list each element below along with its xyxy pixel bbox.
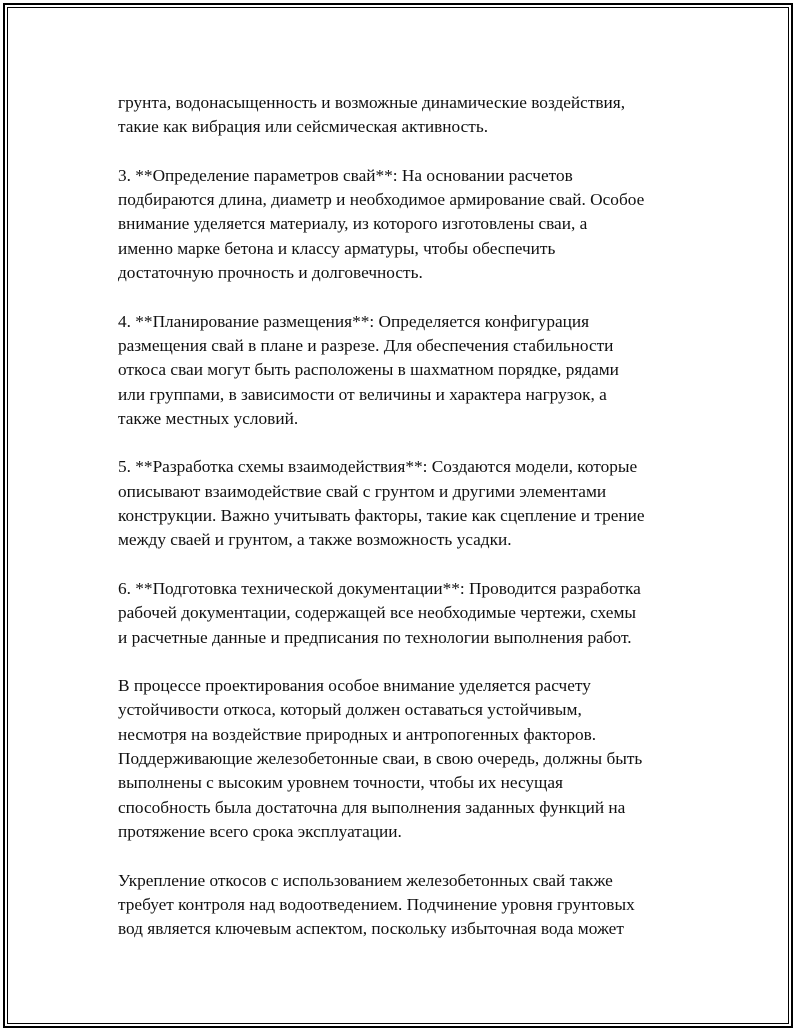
paragraph-drainage-control: Укрепление откосов с использованием железобетонных свай также требует контроля над водоотведением. Подчинение уровня грунтовых вод является ключевым аспектом, поскольку избыточная вода может [118, 870, 635, 939]
paragraph-soil-conditions: грунта, водонасыщенность и возможные динамические воздействия, такие как вибрация или сейсмическая активность. [118, 93, 626, 137]
paragraph-interaction-scheme: 5. **Разработка схемы взаимодействия**: Создаются модели, которые описывают взаимодействие свай с грунтом и другими элементами конструкции. Важно учитывать факторы, такие как сцепление и трение между сваей и грунтом, а также возможность усадки. [118, 457, 645, 550]
paragraph-placement-planning: 4. **Планирование размещения**: Определяется конфигурация размещения свай в плане и разрезе. Для обеспечения стабильности откоса сваи могут быть расположены в шахматном порядке, рядами или группами, в зависимости от величины и характера нагрузок, а также местных условий. [118, 311, 619, 428]
paragraph-pile-parameters: 3. **Определение параметров свай**: На основании расчетов подбираются длина, диаметр и необходимое армирование свай. Особое внимание уделяется материалу, из которого изготовлены сваи, а именно марке бетона и классу арматуры, чтобы обеспечить достаточную прочность и долговечность. [118, 165, 645, 283]
paragraph-technical-documentation: 6. **Подготовка технической документации**: Проводится разработка рабочей документации, содержащей все необходимые чертежи, схемы и расчетные данные и предписания по технологии выполнения работ. [118, 578, 641, 647]
document-body [118, 91, 698, 966]
paragraph-design-stability: В процессе проектирования особое внимание уделяется расчету устойчивости откоса, который должен оставаться устойчивым, несмотря на воздействие природных и антропогенных факторов. Поддерживающие железобетонные сваи, в свою очередь, должны быть выполнены с высоким уровнем точности, чтобы их несущая способность была достаточна для выполнения заданных функций на протяжение всего срока эксплуатации. [118, 676, 643, 841]
